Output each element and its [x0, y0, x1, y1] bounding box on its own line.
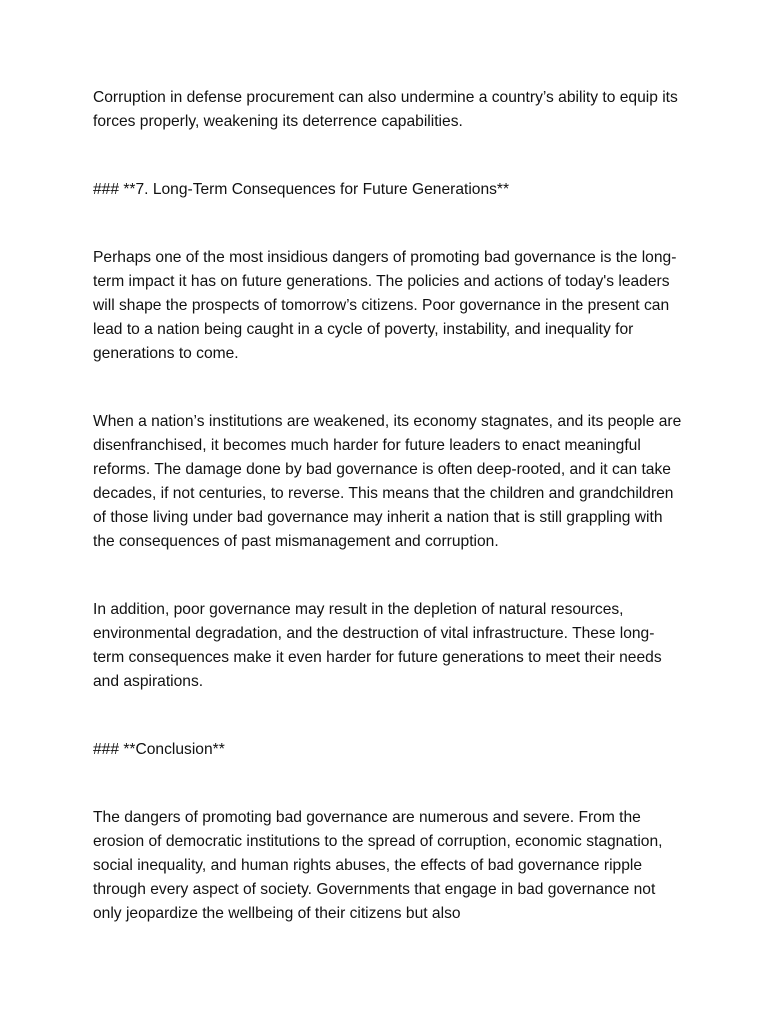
document-page [93, 86, 683, 926]
paragraph-gap [93, 366, 683, 410]
heading-conclusion: ### **Conclusion** [93, 741, 225, 758]
paragraph-future-generations: Perhaps one of the most insidious dangers of promoting bad governance is the long-term impact it has on future generations. The policies and actions of today's leaders will shape the prospects of tomorrow’s citizens. Poor governance in the present can lead to a nation being caught in a cycle of poverty, instability, and inequality for generations to come. [93, 249, 677, 362]
paragraph-conclusion: The dangers of promoting bad governance are numerous and severe. From the erosion of democratic institutions to the spread of corruption, economic stagnation, social inequality, and human rights abuses, the effects of bad governance ripple through every aspect of society. Governments that engage in bad governance not only jeopardize the wellbeing of their citizens but also [93, 809, 663, 922]
paragraph-gap [93, 694, 683, 738]
heading-long-term-consequences: ### **7. Long-Term Consequences for Future Generations** [93, 181, 510, 198]
paragraph-gap [93, 134, 683, 178]
paragraph-resource-depletion: In addition, poor governance may result in the depletion of natural resources, environmental degradation, and the destruction of vital infrastructure. These long-term consequences make it even harder for future generations to meet their needs and aspirations. [93, 601, 662, 690]
paragraph-weakened-institutions: When a nation’s institutions are weakened, its economy stagnates, and its people are disenfranchised, it becomes much harder for future leaders to enact meaningful reforms. The damage done by bad governance is often deep-rooted, and it can take decades, if not centuries, to reverse. This means that the children and grandchildren of those living under bad governance may inherit a nation that is still grappling with the consequences of past mismanagement and corruption. [93, 413, 682, 550]
paragraph-gap [93, 762, 683, 806]
paragraph-gap [93, 554, 683, 598]
paragraph-gap [93, 202, 683, 246]
paragraph-defense-procurement: Corruption in defense procurement can also undermine a country’s ability to equip its forces properly, weakening its deterrence capabilities. [93, 89, 678, 130]
